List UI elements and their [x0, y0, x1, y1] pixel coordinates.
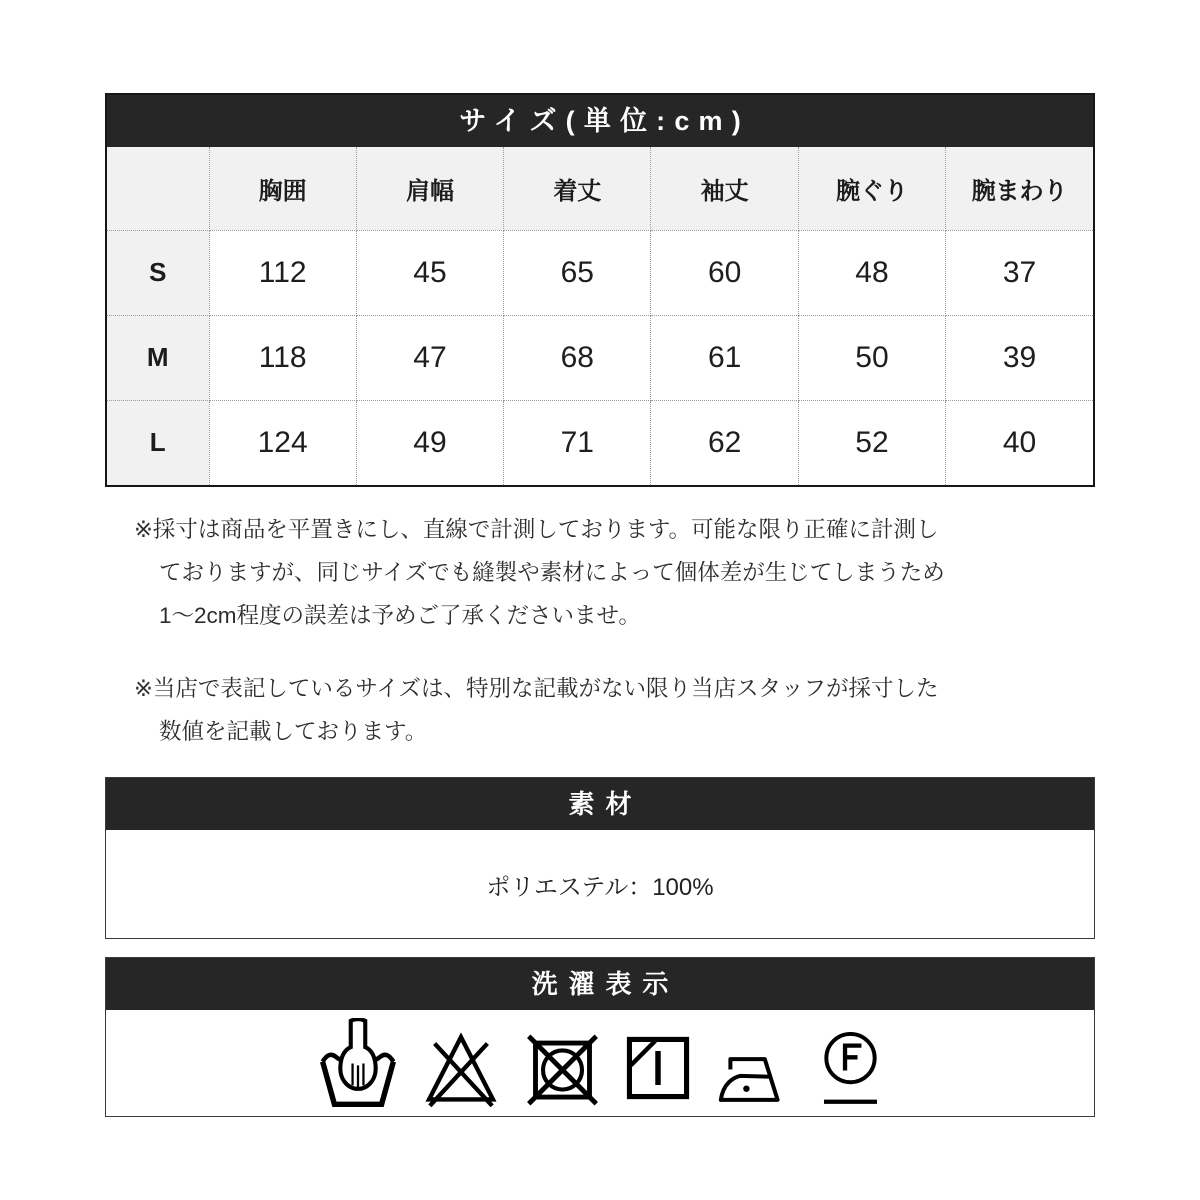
- size-table-title: サイズ(単位:cm): [107, 95, 1093, 147]
- size-cell: 50: [798, 315, 945, 400]
- size-cell: 47: [356, 315, 503, 400]
- column-header-length: 着丈: [504, 147, 651, 230]
- do-not-bleach-icon: [421, 1026, 501, 1109]
- size-table-header-row: [107, 147, 1093, 230]
- hand-wash-icon: [319, 1018, 397, 1109]
- column-header-arm-circumference: 腕まわり: [946, 147, 1093, 230]
- size-row-s: [107, 230, 1093, 315]
- note-line: 数値を記載しております。: [159, 719, 428, 744]
- size-row-label: M: [107, 315, 209, 400]
- material-section: [105, 777, 1095, 939]
- size-cell: 65: [504, 230, 651, 315]
- size-cell: 37: [946, 230, 1093, 315]
- size-cell: 62: [651, 400, 798, 485]
- size-cell: 61: [651, 315, 798, 400]
- column-header-armhole: 腕ぐり: [798, 147, 945, 230]
- size-row-label: S: [107, 230, 209, 315]
- gentle-dry-clean-f-icon: [820, 1030, 881, 1108]
- size-table-section: [105, 93, 1095, 487]
- size-cell: 68: [504, 315, 651, 400]
- measurement-note: [134, 508, 1054, 637]
- laundry-icons-row: [106, 1010, 1094, 1116]
- iron-low-heat-icon: [716, 1043, 796, 1104]
- product-info-panel: [105, 0, 1095, 1117]
- size-row-l: [107, 400, 1093, 485]
- size-cell: 40: [946, 400, 1093, 485]
- material-content: ポリエステル：100%: [486, 873, 714, 901]
- staff-measurement-note: [134, 667, 1054, 753]
- laundry-title: 洗濯表示: [106, 958, 1094, 1010]
- size-cell: 124: [209, 400, 356, 485]
- note-line: ※当店で表記しているサイズは、特別な記載がない限り当店スタッフが採寸した: [134, 676, 939, 701]
- material-title: 素材: [106, 778, 1094, 830]
- size-table: [107, 147, 1093, 485]
- size-cell: 52: [798, 400, 945, 485]
- size-cell: 60: [651, 230, 798, 315]
- note-line: ※採寸は商品を平置きにし、直線で計測しております。可能な限り正確に計測し: [134, 517, 939, 542]
- size-cell: 118: [209, 315, 356, 400]
- do-not-tumble-dry-icon: [525, 1031, 600, 1109]
- column-header-sleeve: 袖丈: [651, 147, 798, 230]
- note-line: ておりますが、同じサイズでも縫製や素材によって個体差が生じてしまうため: [159, 560, 945, 585]
- line-dry-in-shade-icon: [624, 1034, 692, 1102]
- column-header-chest: 胸囲: [209, 147, 356, 230]
- size-cell: 49: [356, 400, 503, 485]
- column-header-shoulder: 肩幅: [356, 147, 503, 230]
- size-cell: 39: [946, 315, 1093, 400]
- note-line: 1〜2cm程度の誤差は予めご了承くださいませ。: [159, 603, 641, 628]
- size-cell: 71: [504, 400, 651, 485]
- size-cell: 45: [356, 230, 503, 315]
- laundry-section: [105, 957, 1095, 1117]
- size-cell: 112: [209, 230, 356, 315]
- size-row-label: L: [107, 400, 209, 485]
- size-cell: 48: [798, 230, 945, 315]
- size-row-m: [107, 315, 1093, 400]
- size-table-corner-cell: [107, 147, 209, 230]
